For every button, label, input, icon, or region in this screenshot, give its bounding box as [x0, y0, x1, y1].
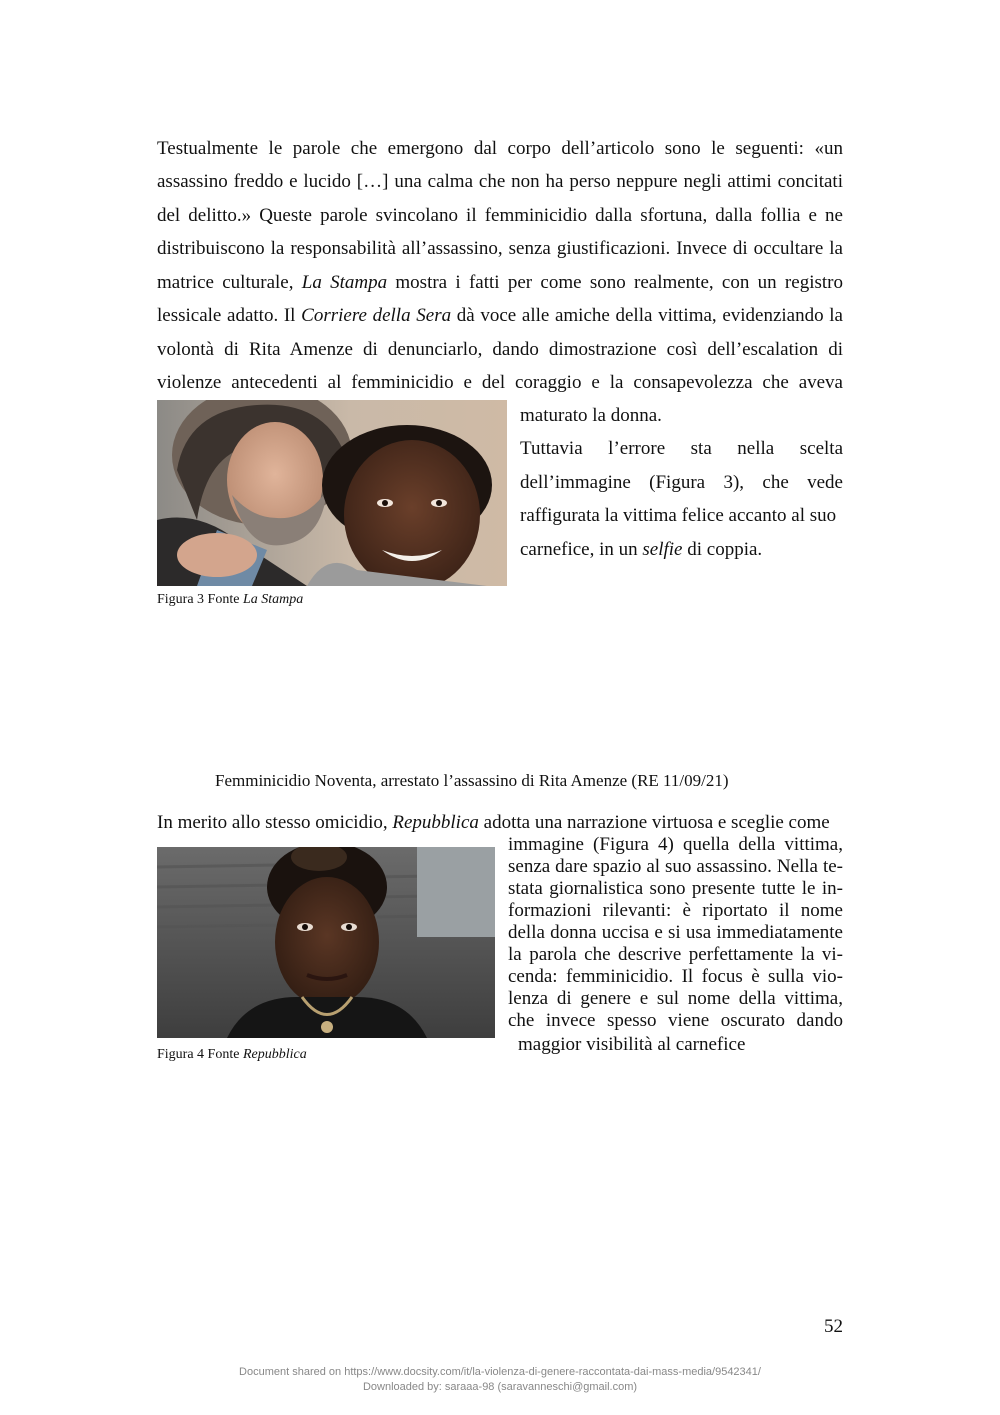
text-line: maggior visibilità al carnefice [518, 1034, 746, 1055]
text-line: violenze antecedenti al femminicidio e del coraggio e la consapevolezza che aveva [157, 372, 843, 393]
page-number: 52 [824, 1316, 843, 1337]
text-line: che invece spesso viene oscurato dando [508, 1010, 843, 1031]
footer-download-notice: Downloaded by: saraaa-98 (saravanneschi@gmail.com) [362, 1381, 638, 1393]
figure-3-caption: Figura 3 Fonte La Stampa [157, 592, 304, 607]
text-line: lessicale adatto. Il Corriere della Sera dà voce alle amiche della vittima, evidenziando la [157, 305, 843, 326]
couple-selfie-image [157, 400, 507, 586]
text-line: lenza di genere e sul nome della vittima, [508, 988, 843, 1009]
text-line: maturato la donna. [520, 405, 662, 426]
text-line: Testualmente le parole che emergono dal corpo dell’articolo sono le seguenti: «un [157, 138, 843, 159]
text-line: In merito allo stesso omicidio, Repubblica adotta una narrazione virtuosa e sceglie come [157, 812, 830, 833]
text-line: formazioni rilevanti: è riportato il nome [508, 900, 843, 921]
text-line: dell’immagine (Figura 3), che vede [520, 472, 843, 493]
text-line: raffigurata la vittima felice accanto al suo [520, 505, 837, 526]
figure-4-photo [157, 847, 495, 1038]
text-line: distribuiscono la responsabilità all’assassino, senza giustificazioni. Invece di occultare la [157, 238, 843, 259]
text-line: del delitto.» Queste parole svincolano il femminicidio dalla sfortuna, dalla follia e ne [157, 205, 843, 226]
text-line: Tuttavia l’errore sta nella scelta [520, 438, 843, 459]
footer-shared-notice: Document shared on https://www.docsity.com/it/la-violenza-di-genere-raccontata-dai-mass-media/9542341/ [239, 1366, 761, 1378]
text-line: immagine (Figura 4) quella della vittima, [508, 834, 843, 855]
figure-4-caption: Figura 4 Fonte Repubblica [157, 1047, 307, 1062]
text-line: volontà di Rita Amenze di denunciarlo, dando dimostrazione così dell’escalation di [157, 339, 843, 360]
text-line: matrice culturale, La Stampa mostra i fatti per come sono realmente, con un registro [157, 272, 843, 293]
text-line: carnefice, in un selfie di coppia. [520, 539, 763, 560]
text-line: senza dare spazio al suo assassino. Nella te- [508, 856, 843, 877]
text-line: la parola che descrive perfettamente la vi- [508, 944, 843, 965]
text-line: assassino freddo e lucido […] una calma che non ha perso neppure negli attimi concitati [157, 171, 843, 192]
article-heading: Femminicidio Noventa, arrestato l’assassino di Rita Amenze (RE 11/09/21) [215, 771, 729, 790]
victim-portrait-image [157, 847, 495, 1038]
text-line: stata giornalistica sono presente tutte le in- [508, 878, 843, 899]
figure-3-photo [157, 400, 507, 586]
text-line: cenda: femminicidio. Il focus è sulla vio- [508, 966, 843, 987]
text-line: della donna uccisa e si usa immediatamente [508, 922, 843, 943]
